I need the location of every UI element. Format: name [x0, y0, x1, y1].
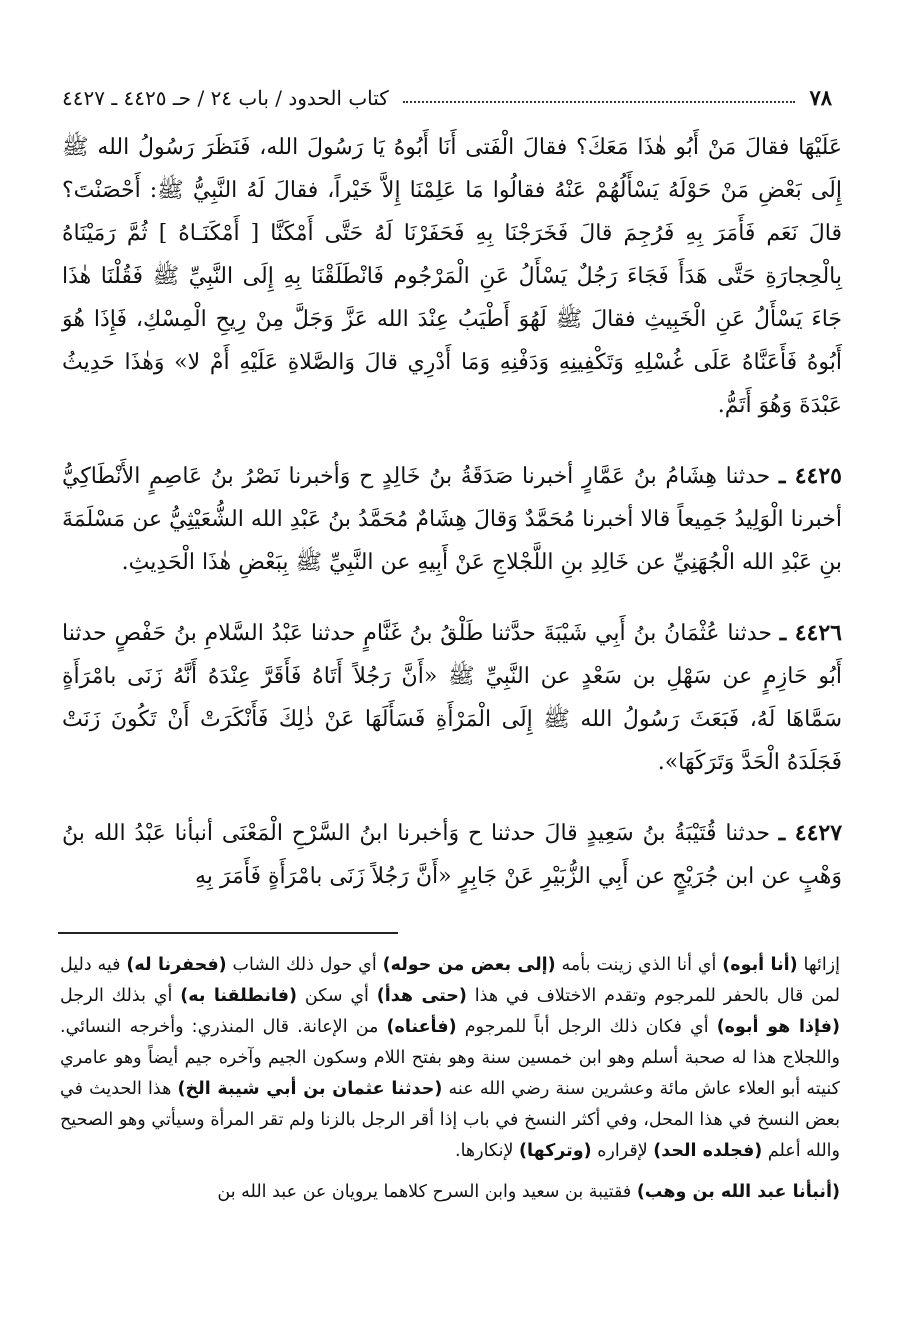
commentary-text: هذا الحديث في بعض النسخ في هذا المحل، وفي أكثر النسخ في باب إذا أقر الرجل بالزنا ولم تقر المرأة وسيأتي وهو الصحيح والله أعلم [60, 1079, 840, 1161]
intro-paragraph: عَلَيْهَا فقالَ مَنْ أَبُو هٰذَا مَعَكَ؟ فقالَ الْفَتى أَنَا أَبُوهُ يَا رَسُولَ الله، فَنَظَرَ رَسُولُ الله ﷺ إِلَى بَعْضِ مَنْ حَوْلَهُ يَسْأَلُهُمْ عَنْهُ فقالُوا مَا عَلِمْنَا إِلاَّ خَيْراً، فقالَ لَهُ النَّبِيُّ ﷺ: أَحْصَنْتَ؟ قالَ نَعَم فَأَمَرَ بِهِ فَرُجِمَ قالَ فَخَرَجْنَا بِهِ فَحَفَرْنَا لَهُ حَتَّى أَمْكَنَّا [ أَمْكَنَـاهُ ] ثُمَّ رَمَيْنَاهُ بِالْحِجارَةِ حَتَّى هَدَأَ فَجَاءَ رَجُلٌ يَسْأَلُ عَنِ الْمَرْجُوم فَانْطَلَقْنَا بِهِ إِلَى النَّبِيِّ ﷺ فَقُلْنَا هٰذَا جَاءَ يَسْأَلُ عَنِ الْخَبِيثِ فقالَ ﷺ لَهُوَ أَطْيَبُ عِنْدَ الله عَزَّ وَجَلَّ مِنْ رِيحِ الْمِسْكِ، فَإِذَا هُوَ أَبُوهُ فَأَعَنَّاهُ عَلَى غُسْلِهِ وَتَكْفِينِهِ وَدَفْنِهِ وَمَا أَدْرِي قالَ وَالصَّلاةِ عَلَيْهِ أَمْ لا» وَهٰذَا حَدِيثُ عَبْدَةَ وَهُوَ أَتَمُّ. [62, 135, 842, 418]
commentary-text: أي بذلك الرجل [60, 986, 181, 1006]
main-text [62, 126, 842, 898]
footnote-divider [58, 932, 398, 934]
commentary-paragraph [60, 950, 840, 1167]
commentary-text: من الإعانة. قال المنذري: وأخرجه النسائي. واللجلاج هذا له صحبة أسلم وهو ابن خمسين سنة وهو بفتح اللام وسكون الجيم وآخره جيم أيضاً وهو عامري كنيته أبو العلاء عاش مائة وعشرين سنة رضي الله عنه [60, 1017, 840, 1099]
hadith-text: حدثنا عُثْمَانُ بنُ أَبِي شَيْبَةَ حدَّثنا طَلْقُ بنُ غَنَّامٍ حدثنا عَبْدُ السَّلامِ بنُ حَفْصٍ حدثنا أَبُو حَازِمٍ عن سَهْلِ بن سَعْدٍ عن النَّبِيِّ ﷺ «أَنَّ رَجُلاً أَتَاهُ فَأَقَرَّ عِنْدَهُ أَنَّهُ زَنَى بامْرَأَةٍ سَمَّاهَا لَهُ، فَبَعَثَ رَسُولُ الله ﷺ إِلَى الْمَرْأَةِ فَسَأَلَهَا عَنْ ذٰلِكَ فَأَنْكَرَتْ أَنْ تَكُونَ زَنَتْ فَجَلَدَهُ الْحَدَّ وَتَرَكَهَا». [62, 621, 842, 775]
commentary-keyword: (فجلده الحد) [653, 1141, 763, 1161]
hadith-number: ٤٤٢٦ ـ [779, 620, 842, 646]
hadith-paragraph [62, 455, 842, 584]
hadith-number: ٤٤٢٧ ـ [778, 820, 843, 846]
commentary-keyword: (حدثنا عثمان بن أبي شيبة الخ) [177, 1079, 443, 1099]
commentary-text: أي حول ذلك الشاب [226, 955, 383, 975]
page-header [62, 76, 832, 110]
hadith-text: حدثنا قُتَيْبَةُ بنُ سَعِيدٍ قالَ حدثنا ح وَأخبرنا ابنُ السَّرْحِ الْمَعْنَى أنبأنا عَبْدُ الله بنُ وَهْبٍ عن ابن جُرَيْجٍ عن أَبِي الزُّبَيْرِ عَنْ جَابِرٍ «أَنَّ رَجُلاً زَنَى بامْرَأَةٍ فَأَمَرَ بِهِ [62, 821, 842, 889]
commentary [60, 950, 840, 1208]
commentary-keyword: (فإذا هو أبوه) [716, 1017, 840, 1037]
commentary-text: أي سكن [296, 986, 377, 1006]
commentary-text: لإنكارها. [455, 1141, 519, 1161]
commentary-text: أي أنا الذي زينت بأمه [555, 955, 723, 975]
page-number: ٧٨ [809, 85, 832, 110]
commentary-text: فقتيبة بن سعيد وابن السرح كلاهما يرويان عن عبد الله بن [217, 1182, 637, 1202]
hadith-text: حدثنا هِشَامُ بنُ عَمَّارٍ أخبرنا صَدَقَةُ بنُ خَالِدٍ ح وَأخبرنا نَصْرُ بنُ عَاصِمٍ الأَنْطَاكِيُّ أخبرنا الْوَلِيدُ جَمِيعاً قالا أخبرنا مُحَمَّدٌ وَقالَ هِشَامٌ مُحَمَّدُ بنُ عَبْدِ الله الشُّعَيْثِيُّ عن مَسْلَمَةَ بنِ عَبْدِ الله الْجُهَنِيِّ عن خَالِدِ بنِ اللَّجْلاجِ عَنْ أَبِيهِ عن النَّبِيِّ ﷺ بِبَعْضِ هٰذَا الْحَدِيثِ. [62, 464, 842, 575]
commentary-keyword: (أنا أبوه) [722, 955, 798, 975]
commentary-text: إزائها [797, 955, 840, 975]
commentary-keyword: (إلى بعض من حوله) [382, 955, 556, 975]
commentary-keyword: (فحفرنا له) [126, 955, 227, 975]
commentary-text: فيه دليل لمن قال بالحفر للمرجوم وتقدم الاختلاف في هذا [60, 955, 840, 1006]
commentary-text: أي فكان ذلك الرجل أباً للمرجوم [456, 1017, 717, 1037]
commentary-text: لإقراره [591, 1141, 654, 1161]
hadith-paragraph [62, 812, 842, 898]
commentary-keyword: (أنبأنا عبد الله بن وهب) [636, 1182, 840, 1202]
dotted-leader [403, 100, 796, 103]
commentary-paragraph [60, 1177, 840, 1208]
commentary-keyword: (حتى هدأ) [376, 986, 467, 1006]
hadith-number: ٤٤٢٥ ـ [778, 463, 842, 489]
running-title: كتاب الحدود / باب ٢٤ / حـ ٤٤٢٥ ـ ٤٤٢٧ [62, 86, 389, 110]
commentary-keyword: (فانطلقنا به) [180, 986, 297, 1006]
hadith-paragraph [62, 612, 842, 784]
commentary-keyword: (فأعناه) [386, 1017, 457, 1037]
commentary-keyword: (وتركها) [519, 1141, 592, 1161]
